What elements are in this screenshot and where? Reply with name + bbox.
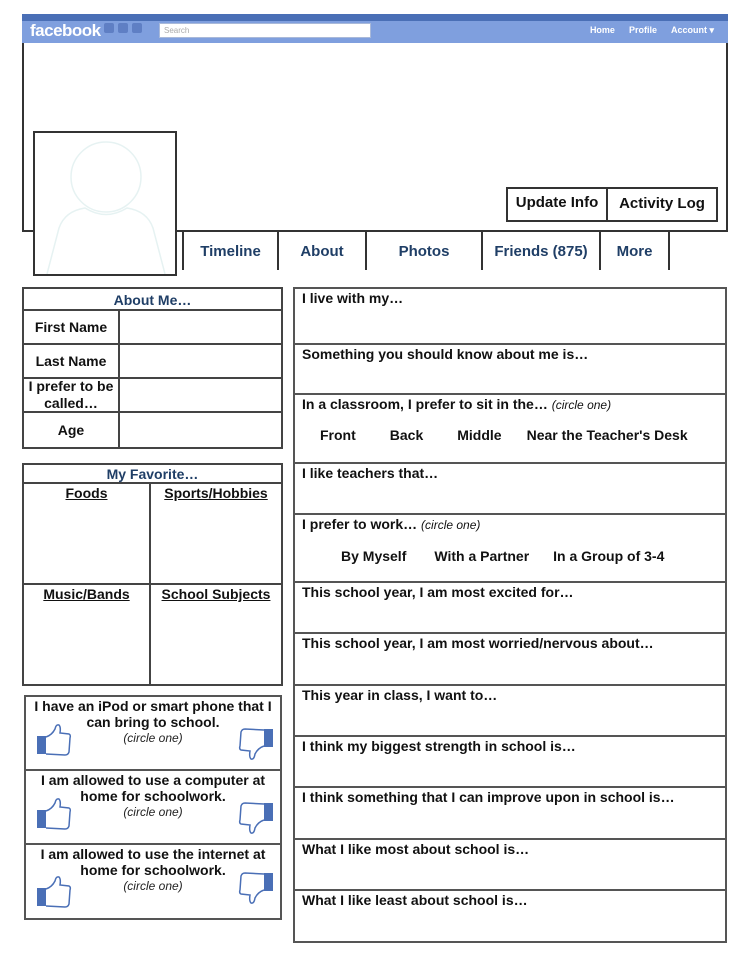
list-item: [26, 771, 280, 845]
question-seat-preference: [295, 395, 725, 464]
option-by-myself[interactable]: By Myself: [341, 548, 407, 564]
table-row: [24, 413, 281, 447]
age-label: Age: [24, 413, 120, 447]
option-with-partner[interactable]: With a Partner: [434, 548, 530, 564]
tab-about[interactable]: About: [277, 232, 365, 270]
circle-one-hint: (circle one): [421, 518, 481, 532]
question-work-preference: [295, 515, 725, 583]
question-text: I am allowed to use the internet at home for schoolwork.: [40, 846, 266, 878]
favorite-music-label: Music/Bands: [43, 586, 130, 602]
option-near-teacher-desk[interactable]: Near the Teacher's Desk: [526, 427, 688, 443]
tab-friends[interactable]: Friends (875): [481, 232, 599, 270]
favorite-foods-cell[interactable]: [24, 484, 151, 585]
question-text: I prefer to work…: [302, 516, 418, 532]
seat-options: [320, 427, 688, 443]
about-me-title: About Me…: [24, 289, 281, 311]
nav-home[interactable]: Home: [589, 25, 615, 35]
question-text: I am allowed to use a computer at home for schoolwork.: [40, 772, 266, 804]
favorite-subjects-label: School Subjects: [161, 586, 271, 602]
question-like-least[interactable]: [295, 891, 725, 941]
question-like-teachers[interactable]: [295, 464, 725, 515]
preferred-name-field[interactable]: [120, 379, 281, 411]
friend-requests-icon[interactable]: [104, 23, 114, 33]
first-name-field[interactable]: [120, 311, 281, 343]
question-text: I have an iPod or smart phone that I can bring to school.: [34, 698, 272, 730]
thumbs-up-icon[interactable]: [36, 875, 72, 909]
question-live-with[interactable]: [295, 289, 725, 345]
question-biggest-strength[interactable]: [295, 737, 725, 788]
question-text: What I like least about school is…: [302, 892, 528, 908]
notification-icons: [104, 23, 142, 33]
tab-timeline[interactable]: Timeline: [182, 232, 277, 270]
work-options: [341, 548, 664, 564]
preferred-name-label: I prefer to be called…: [24, 379, 120, 411]
nav-profile[interactable]: Profile: [628, 25, 657, 35]
question-text: What I like most about school is…: [302, 841, 530, 857]
favorites-grid: [22, 463, 283, 686]
thumbs-up-icon[interactable]: [36, 723, 72, 757]
default-avatar-icon: [35, 133, 175, 274]
question-improve-upon[interactable]: [295, 788, 725, 840]
search-input[interactable]: Search: [159, 23, 371, 38]
circle-one-hint: (circle one): [123, 805, 183, 819]
question-text: This school year, I am most worried/nervous about…: [302, 635, 654, 651]
favorite-subjects-cell[interactable]: [151, 585, 281, 684]
question-text: I live with my…: [302, 290, 404, 306]
question-text: In a classroom, I prefer to sit in the…: [302, 396, 548, 412]
list-item: [26, 697, 280, 771]
question-excited-for[interactable]: [295, 583, 725, 634]
facebook-header-bar: [22, 14, 728, 44]
favorite-music-cell[interactable]: [24, 585, 151, 684]
question-worried-about[interactable]: [295, 634, 725, 686]
question-text: This year in class, I want to…: [302, 687, 498, 703]
list-item: [26, 845, 280, 918]
tab-photos[interactable]: Photos: [365, 232, 481, 270]
last-name-field[interactable]: [120, 345, 281, 377]
option-front[interactable]: Front: [320, 427, 356, 443]
tab-more[interactable]: More: [599, 232, 670, 270]
question-text: I think something that I can improve upon in school is…: [302, 789, 675, 805]
option-group[interactable]: In a Group of 3-4: [553, 548, 665, 564]
messages-icon[interactable]: [118, 23, 128, 33]
favorite-sports-label: Sports/Hobbies: [164, 485, 268, 501]
circle-one-hint: (circle one): [123, 879, 183, 893]
question-text: I like teachers that…: [302, 465, 439, 481]
activity-log-button[interactable]: Activity Log: [606, 187, 718, 222]
last-name-label: Last Name: [24, 345, 120, 377]
first-name-label: First Name: [24, 311, 120, 343]
profile-tabs: [182, 232, 670, 270]
profile-picture: [33, 131, 177, 276]
question-text: Something you should know about me is…: [302, 346, 589, 362]
thumbs-up-icon[interactable]: [36, 797, 72, 831]
thumbs-down-icon[interactable]: [238, 801, 274, 835]
option-middle[interactable]: Middle: [457, 427, 502, 443]
facebook-logo[interactable]: facebook: [30, 21, 101, 40]
table-row: [24, 311, 281, 345]
update-info-button[interactable]: Update Info: [506, 187, 608, 222]
thumbs-down-icon[interactable]: [238, 727, 274, 761]
age-field[interactable]: [120, 413, 281, 447]
favorite-sports-cell[interactable]: [151, 484, 281, 585]
table-row: [24, 379, 281, 413]
option-back[interactable]: Back: [389, 427, 424, 443]
question-know-about-me[interactable]: [295, 345, 725, 395]
thumbs-down-icon[interactable]: [238, 871, 274, 905]
favorites-title: My Favorite…: [24, 465, 281, 484]
circle-one-hint: (circle one): [551, 398, 612, 412]
about-me-table: [22, 287, 283, 449]
questions-column: [293, 287, 727, 943]
table-row: [24, 345, 281, 379]
favorite-foods-label: Foods: [65, 485, 108, 501]
nav-account[interactable]: Account ▾: [670, 25, 714, 35]
top-nav: [590, 25, 714, 36]
question-want-to[interactable]: [295, 686, 725, 737]
question-text: This school year, I am most excited for…: [302, 584, 574, 600]
yes-no-questions: [24, 695, 282, 920]
question-like-most[interactable]: [295, 840, 725, 891]
question-text: I think my biggest strength in school is…: [302, 738, 576, 754]
circle-one-hint: (circle one): [123, 731, 183, 745]
notifications-globe-icon[interactable]: [132, 23, 142, 33]
